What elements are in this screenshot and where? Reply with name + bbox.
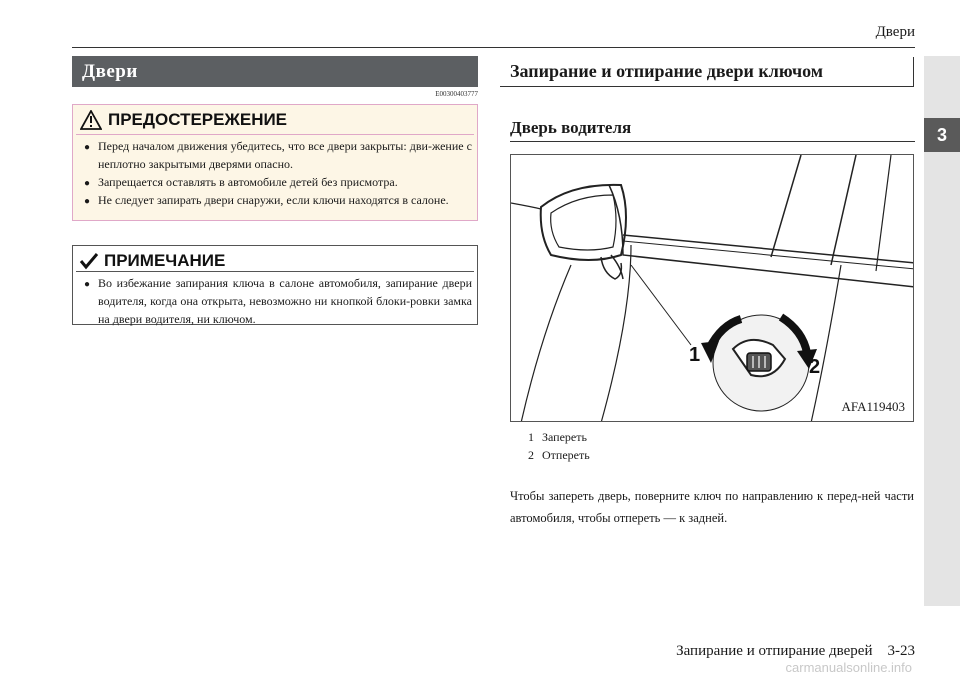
section-title: Запирание и отпирание двери ключом [510,60,824,81]
header-rule [72,47,915,48]
illustration-label-1: 1 [689,344,701,366]
warning-item: ● Запрещается оставлять в автомобиле детей без присмотра. [84,173,474,193]
illustration-legend [528,428,590,464]
warning-triangle-icon [80,110,102,130]
note-item: ● Во избежание запирания ключа в салоне автомобиля, запирание двери водителя, когда она открыта, невозможно ни кнопкой блоки-ровки замка на двери водителя, ни ключом. [84,276,472,326]
pencil-note-icon [78,251,100,271]
warning-heading-text: ПРЕДОСТЕРЕЖЕНИЕ [108,110,288,129]
car-door-drawing [511,155,914,422]
illustration-label-2: 2 [809,356,821,378]
section-title-border [913,57,914,86]
section-title-bar: Двери [72,56,478,87]
note-heading-text: ПРИМЕЧАНИЕ [104,251,226,270]
legend-item: 1 Запереть [528,430,587,444]
legend-item: 2 Отпереть [528,448,590,462]
page-footer: Запирание и отпирание дверей 3-23 [676,643,915,659]
instruction-paragraph: Чтобы запереть дверь, поверните ключ по направлению к перед-ней части автомобиля, чтобы отпереть — к задней. [510,489,914,525]
bullet-icon: ● [84,279,91,290]
door-key-illustration [510,154,914,422]
page-header-title: Двери [875,24,915,40]
note-heading [78,251,225,271]
bullet-icon: ● [84,178,91,189]
bullet-icon: ● [84,196,91,207]
bullet-icon: ● [84,142,91,153]
warning-item: ● Перед началом движения убедитесь, что все двери закрыты: дви-жение с неплотно закрытыми дверями опасно. [84,139,472,171]
warning-heading [80,110,287,130]
section-title-underline [500,86,914,87]
subsection-rule [510,141,915,142]
subsection-title: Дверь водителя [510,118,632,137]
illustration-code: AFA119403 [841,399,905,414]
warning-divider [76,134,474,135]
warning-item: ● Не следует запирать двери снаружи, если ключи находятся в салоне. [84,191,474,211]
note-divider [76,271,474,272]
chapter-number: 3 [924,118,960,152]
document-code: E00300403777 [435,90,478,98]
watermark-text: carmanualsonline.info [785,660,912,675]
